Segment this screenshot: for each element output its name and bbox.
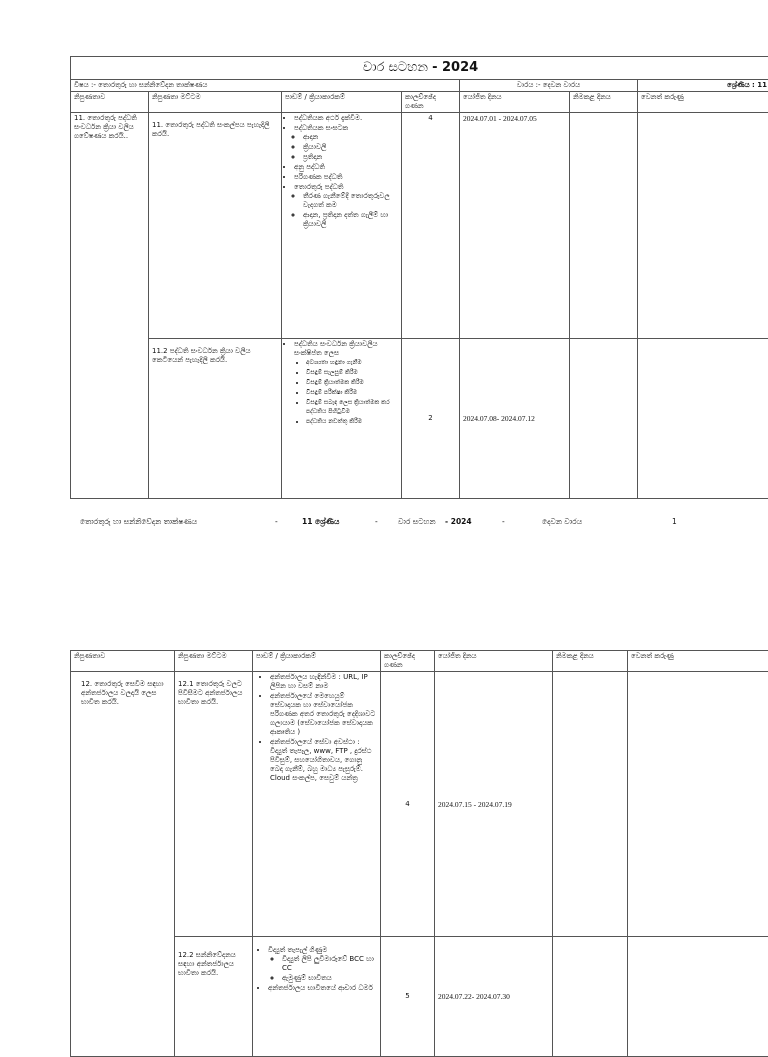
- list-item: [294, 183, 398, 229]
- dates-12-1: 2024.07.15 - 2024.07.19: [435, 672, 553, 937]
- grade-label: [638, 80, 768, 92]
- list-item-text: විද්‍යුත් තැපැල් ගිණුම: [268, 946, 327, 954]
- list-item-text: පද්ධතිය සංවර්ධන ක්‍රියාවලිය සංක්ෂිප්ත ලෙස: [294, 340, 378, 357]
- sub-list: [294, 133, 398, 162]
- sub-list: [268, 955, 377, 983]
- list-item: • අන්තර්ජාලයේ සේවා අවස්ථා : විද්‍යුත් තැපෑල, www, FTP , දුරස්ථ පිවිසුම්, සහයෝගිතාවය, ගොනු බෙදා ගැනීම්, බහු මාධ්‍ය පැසුරුම්. Cloud සංකල්ප, සෙවුම් යන්ත්‍ර: [270, 738, 377, 783]
- list-item: [294, 340, 398, 426]
- remarks-12-1: [628, 672, 768, 937]
- list-item: • අන්තර්ජාලයේ මෙහෙයුම් සේවාදායක හා සේවායෝජක පරිගණක අතර තොරතුරු දෙදිශාවට ගලායාම (සේවායෝජක සේවාදායක ආකෘතිය ): [270, 692, 377, 737]
- list-item: • විසඳුම් සැලසුම් කිරීම: [306, 368, 398, 377]
- footer-year: - 2024: [445, 517, 472, 526]
- remarks-11-2: [638, 339, 768, 499]
- header-completed: නිමකළ දිනය: [553, 651, 628, 672]
- list-item: ◦ ආදාන, ප්‍රතිදාන දත්ත ගැලීම් හා ක්‍රියාවලි: [303, 211, 398, 229]
- list-item: ◦ තීරණ ගැනීමේදී තොරතුරුවල වැදගත් කම: [303, 192, 398, 210]
- dates-12-2: 2024.07.22- 2024.07.30: [435, 937, 553, 1057]
- periods-11-2: 2: [402, 339, 460, 499]
- list-item: • අන්තර්ජාලය හැඳින්වීම : URL, IP ලිපින හා වසම් නාම: [270, 673, 377, 691]
- list-item: ◦ ක්‍රියාවලි: [303, 143, 398, 152]
- completed-12-1: [553, 672, 628, 937]
- list-item: ◦ ඇමුණුම් භාවිතය: [282, 974, 377, 983]
- sub-list: [294, 192, 398, 229]
- activity-list: [256, 946, 377, 993]
- term-label: වාරය :- දෙවන වාරය: [460, 80, 638, 92]
- header-activities: පාඩම් / ක්‍රියාකාරකම්: [253, 651, 381, 672]
- list-item: • අනු පද්ධති: [294, 163, 398, 172]
- header-competency: නිපුණතාව: [71, 651, 175, 672]
- plan-table-2: [70, 650, 768, 1057]
- header-planned: යෝජිත දිනය: [435, 651, 553, 672]
- completed-11-2: [570, 339, 638, 499]
- list-item: • විසඳුම් ක්‍රියාත්මක කිරීම: [306, 378, 398, 387]
- header-remarks: වෙනත් කරුණු: [628, 651, 768, 672]
- list-item: • පද්ධතිය නඩත්තු කිරීම: [306, 417, 398, 426]
- list-item: • අන්තර්ජාලය භාවිතයේ ආචාර ධර්ම: [268, 984, 377, 993]
- page-number: 1: [672, 517, 677, 526]
- list-item-text: පද්ධතියක සංඝටක: [294, 124, 348, 132]
- header-remarks: වෙනත් කරුණු: [638, 92, 768, 113]
- dates-11-2: 2024.07.08- 2024.07.12: [460, 339, 570, 499]
- list-item: • පරිගණක පද්ධති: [294, 173, 398, 182]
- activities-12-2: [253, 937, 381, 1057]
- footer-grade: 11 ශ්‍රේණිය: [302, 517, 339, 527]
- remarks-12-2: [628, 937, 768, 1057]
- footer-dash: -: [375, 517, 378, 526]
- activities-12-1: [253, 672, 381, 937]
- dates-11-1: 2024.07.01 - 2024.07.05: [460, 113, 570, 339]
- plan-year: - 2024: [432, 60, 478, 75]
- footer-subject: තොරතුරු හා සන්නිවේදන තාක්ෂණය: [80, 517, 197, 527]
- footer-dash: -: [275, 517, 278, 526]
- header-periods: කාලච්ඡේද ගණන: [381, 651, 435, 672]
- header-completed: නිමකළ දිනය: [570, 92, 638, 113]
- remarks-11-1: [638, 113, 768, 339]
- activity-list: [285, 340, 398, 426]
- footer-dash: -: [502, 517, 505, 526]
- list-item: ◦ විද්‍යුත් ලිපි ලුවිමාරුවේ BCC හා CC: [282, 955, 377, 973]
- list-item-text: තොරතුරු පද්ධති: [294, 183, 343, 191]
- header-activities: පාඩම් / ක්‍රියාකාරකම්: [282, 92, 402, 113]
- activities-11-2: [282, 339, 402, 499]
- competency-11: 11. තොරතුරු පද්ධති සංවර්ධන ක්‍රියා වලිය ගවේෂණය කරයි..: [71, 113, 149, 499]
- subject-label: විෂය :- තොරතුරු හා සන්නිවේදන තාක්ෂණය: [71, 80, 460, 92]
- grade-value: ශ්‍රේණිය : 11: [727, 81, 767, 89]
- list-item: [268, 946, 377, 983]
- level-11-2: 11.2 පද්ධති සංවර්ධන ක්‍රියා වලිය කෙටියෙන් පැහැදිලි කරයි.: [149, 339, 282, 499]
- list-item: • විසඳුම් පරීක්ෂා කිරීම: [306, 388, 398, 397]
- competency-12: 12. තොරතුරු සෙවීම සඳහා අන්තර්ජාලය වලදායි ලෙස භාවිත කරයි.: [71, 672, 175, 1057]
- activities-11-1: [282, 113, 402, 339]
- level-12-2: 12.2 සන්නිවේදනය සඳහා අන්තර්ජාලය භාවිතා කරයි.: [175, 937, 253, 1057]
- list-item: ◦ ප්‍රතිදාන: [303, 153, 398, 162]
- header-competency: නිපුණතාව: [71, 92, 149, 113]
- sub-list: [294, 358, 398, 426]
- periods-11-1: 4: [402, 113, 460, 339]
- periods-12-2: 5: [381, 937, 435, 1057]
- header-periods: කාලච්ඡේද ගණන: [402, 92, 460, 113]
- list-item: • අවශ්‍යතා හඳුනා ගැනීම: [306, 358, 398, 367]
- list-item: ◦ ආදාන: [303, 133, 398, 142]
- level-11-1: 11. තොරතුරු පද්ධති සංකල්පය පැහැදිලි කරයි.: [149, 113, 282, 339]
- list-item: [294, 124, 398, 162]
- completed-11-1: [570, 113, 638, 339]
- footer-term: දෙවන වාරය: [542, 517, 582, 527]
- plan-title-text: වාර සටහන: [363, 60, 428, 75]
- header-level: නිපුණතා මට්ටම: [149, 92, 282, 113]
- completed-12-2: [553, 937, 628, 1057]
- plan-table-1: [70, 56, 768, 499]
- header-level: නිපුණතා මට්ටම: [175, 651, 253, 672]
- footer-plan: වාර සටහන: [398, 517, 436, 527]
- list-item: • විසඳුම් සබැඳ ලෙස ක්‍රියාත්මක කර පද්ධතිය පිහිටුවීම: [306, 398, 398, 416]
- list-item: • පද්ධතියක අර්ථ දැක්වීම.: [294, 114, 398, 123]
- activity-list: [256, 673, 377, 783]
- periods-12-1: 4: [381, 672, 435, 937]
- level-12-1: 12.1 තොරතුරු වලට පිවිසීමට අන්තර්ජාලය භාවිතා කරයි.: [175, 672, 253, 937]
- plan-title: [71, 57, 768, 80]
- activity-list: [285, 114, 398, 229]
- header-planned: යෝජිත දිනය: [460, 92, 570, 113]
